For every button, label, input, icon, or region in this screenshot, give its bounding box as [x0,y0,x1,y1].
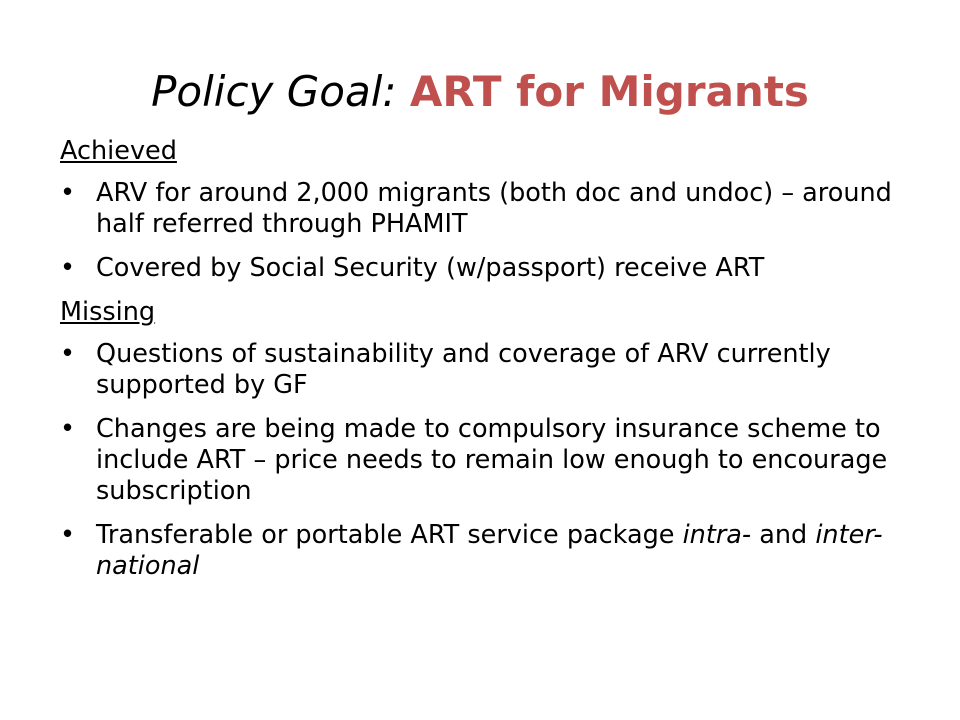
slide-body [60,136,920,595]
bullet-text-part: and [751,520,816,550]
bullet-icon: • [60,253,76,283]
bullet-text: Changes are being made to compulsory insurance scheme to include ART – price needs to remain low enough to encourage subscription [96,414,888,506]
bullet-text-part: Transferable or portable ART service package [96,520,683,550]
list-item [60,339,920,401]
bullet-icon: • [60,339,76,369]
title-prefix: Policy Goal: [151,67,397,116]
list-item [60,520,920,582]
section-heading-missing: Missing [60,297,156,327]
list-item [60,178,920,240]
section-heading-achieved: Achieved [60,136,177,166]
bullet-text: Questions of sustainability and coverage of ARV currently supported by GF [96,339,831,400]
list-item [60,253,920,284]
missing-list [60,339,920,582]
achieved-list [60,178,920,284]
slide-title [0,62,960,122]
bullet-text [96,520,883,581]
bullet-text-part-italic: intra- [682,520,752,550]
bullet-icon: • [60,520,76,550]
bullet-icon: • [60,414,76,444]
list-item [60,414,920,507]
bullet-icon: • [60,178,76,208]
bullet-text: Covered by Social Security (w/passport) receive ART [96,253,765,283]
bullet-text-part-italic: inter-national [96,520,883,581]
title-highlight: ART for Migrants [409,67,809,116]
bullet-text: ARV for around 2,000 migrants (both doc and undoc) – around half referred through PHAMIT [96,178,892,239]
